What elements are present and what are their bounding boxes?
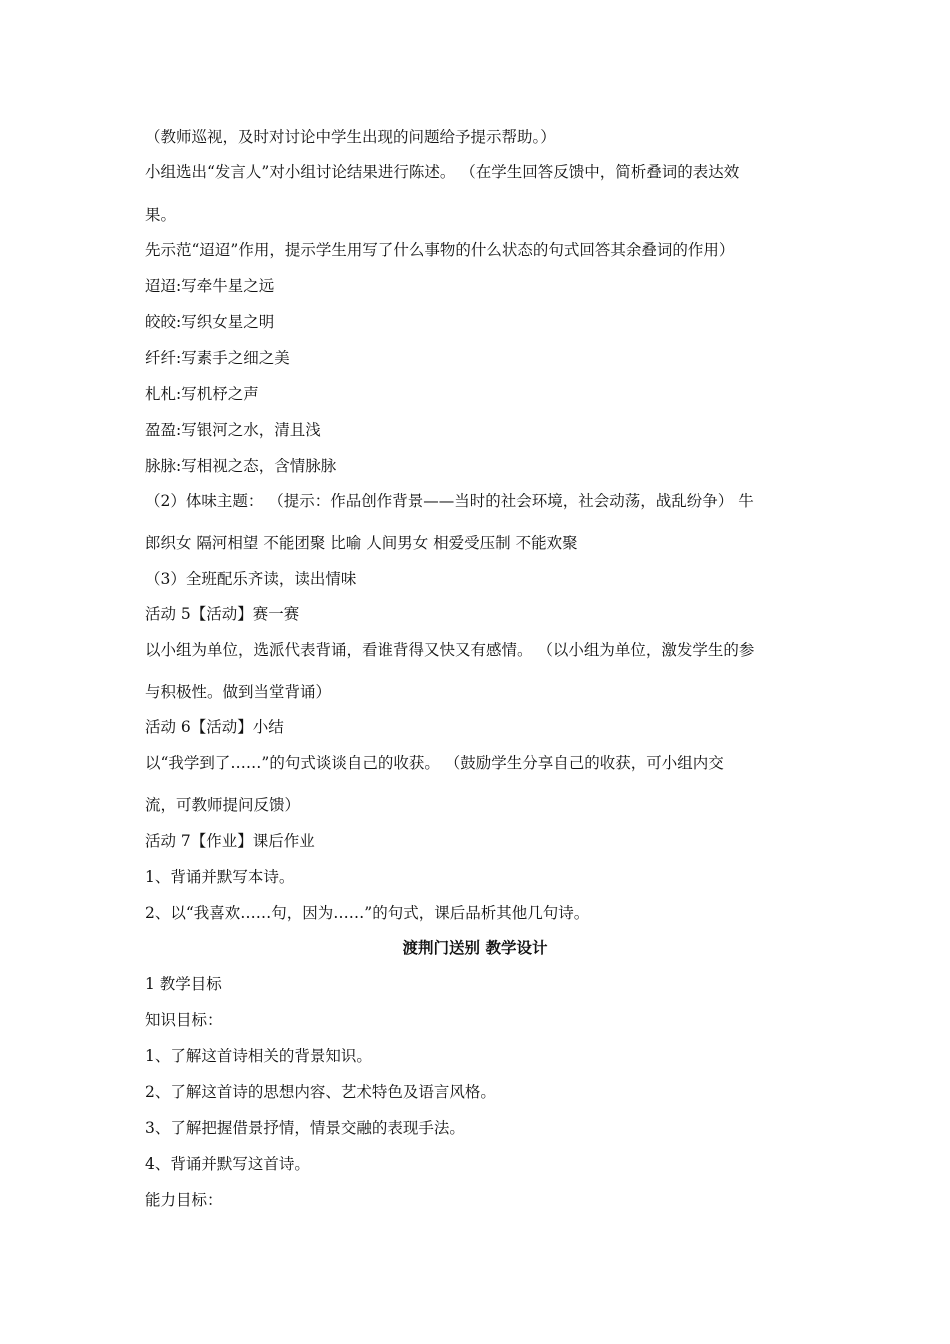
section-title: 渡荆门送别 教学设计 <box>402 939 548 957</box>
text-line: 活动 6【活动】小结 <box>145 718 284 736</box>
text-line: 盈盈:写银河之水，清且浅 <box>145 421 321 439</box>
text-line: （2）体味主题： （提示：作品创作背景——当时的社会环境，社会动荡，战乱纷争） 牛 <box>145 492 754 510</box>
text-line: 札札:写机杼之声 <box>145 385 259 403</box>
text-line: 能力目标： <box>145 1191 223 1209</box>
text-line: 4、背诵并默写这首诗。 <box>145 1155 310 1173</box>
text-line: 与积极性。做到当堂背诵） <box>145 683 332 701</box>
text-line: 果。 <box>145 206 177 224</box>
text-line: 1、了解这首诗相关的背景知识。 <box>145 1047 372 1065</box>
text-line: 迢迢:写牵牛星之远 <box>145 277 275 295</box>
text-line: （教师巡视，及时对讨论中学生出现的问题给予提示帮助。） <box>145 128 556 146</box>
text-line: 1、背诵并默写本诗。 <box>145 868 295 886</box>
text-line: （3）全班配乐齐读，读出情味 <box>145 570 357 588</box>
text-line: 以小组为单位，选派代表背诵，看谁背得又快又有感情。 （以小组为单位，激发学生的参 <box>145 641 755 659</box>
text-line: 活动 7【作业】课后作业 <box>145 832 315 850</box>
text-line: 脉脉:写相视之态，含情脉脉 <box>145 457 337 475</box>
text-line: 郎织女 隔河相望 不能团聚 比喻 人间男女 相爱受压制 不能欢聚 <box>145 534 578 552</box>
text-line: 活动 5【活动】赛一赛 <box>145 605 300 623</box>
text-line: 先示范“迢迢”作用，提示学生用写了什么事物的什么状态的句式回答其余叠词的作用） <box>145 241 735 259</box>
text-line: 知识目标： <box>145 1011 223 1029</box>
text-line: 以“我学到了……”的句式谈谈自己的收获。 （鼓励学生分享自己的收获，可小组内交 <box>145 754 724 772</box>
text-line: 2、了解这首诗的思想内容、艺术特色及语言风格。 <box>145 1083 496 1101</box>
text-line: 小组选出“发言人”对小组讨论结果进行陈述。 （在学生回答反馈中，简析叠词的表达效 <box>145 163 740 181</box>
text-line: 皎皎:写织女星之明 <box>145 313 275 331</box>
text-line: 1 教学目标 <box>145 975 222 993</box>
text-line: 流，可教师提问反馈） <box>145 796 301 814</box>
text-line: 3、了解把握借景抒情，情景交融的表现手法。 <box>145 1119 465 1137</box>
text-line: 2、以“我喜欢……句，因为……”的句式，课后品析其他几句诗。 <box>145 904 590 922</box>
text-line: 纤纤:写素手之细之美 <box>145 349 290 367</box>
